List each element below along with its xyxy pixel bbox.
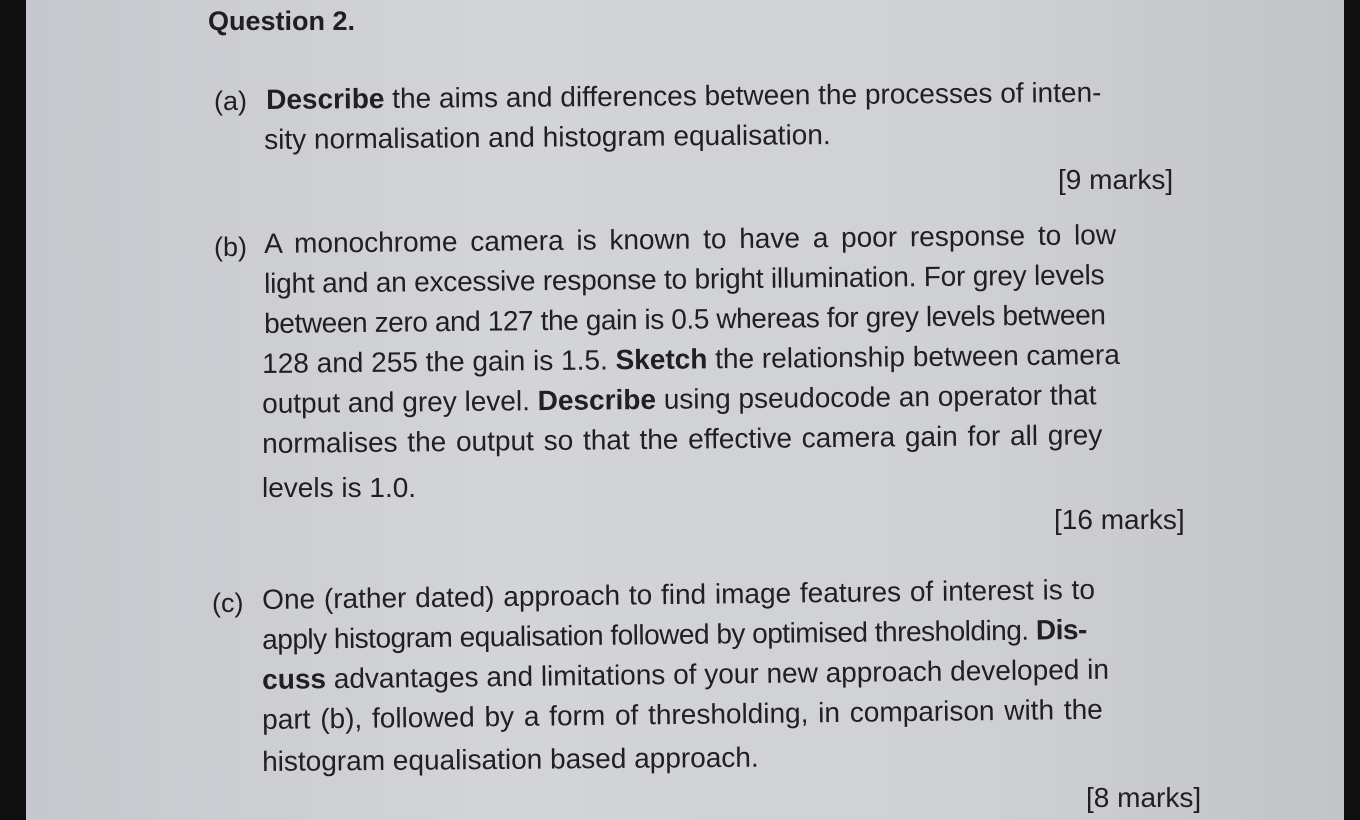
part-c-keyword-dis: Dis-: [1035, 613, 1087, 646]
part-a-keyword: Describe: [266, 82, 385, 115]
part-b-label: (b): [214, 232, 247, 262]
part-b-line-4b: the relationship between camera: [707, 339, 1120, 375]
part-c-line-3b: advantages and limitations of your new approach developed in: [325, 653, 1110, 695]
part-c-marks: [8 marks]: [1086, 782, 1202, 813]
part-b-line-5a: output and grey level.: [262, 385, 538, 419]
question-title: Question 2.: [208, 6, 356, 36]
part-b-line-5b: using pseudocode an operator that: [655, 379, 1097, 415]
part-a-label: (a): [214, 86, 247, 116]
part-c-line-4: part (b), followed by a form of thresholding, in comparison with the: [262, 693, 1103, 735]
part-b-line-4a: 128 and 255 the gain is 1.5.: [262, 344, 616, 379]
part-b-line-1: A monochrome camera is known to have a poor response to low: [264, 219, 1117, 259]
part-b-line-7: levels is 1.0.: [262, 472, 417, 503]
part-c-line-2a: apply histogram equalisation followed by optimised thresholding.: [262, 614, 1037, 655]
part-b-line-3: between zero and 127 the gain is 0.5 whereas for grey levels between: [264, 299, 1106, 339]
part-c-line-5: histogram equalisation based approach.: [262, 741, 759, 777]
part-a-line-1: the aims and differences between the processes of inten-: [384, 76, 1102, 114]
part-b-line-6: normalises the output so that the effective camera gain for all grey: [262, 419, 1103, 459]
part-b-marks: [16 marks]: [1054, 504, 1185, 535]
part-c-label: (c): [212, 588, 244, 618]
part-b-keyword-sketch: Sketch: [615, 343, 708, 376]
part-c-line-1: One (rather dated) approach to find image features of interest is to: [262, 573, 1096, 615]
part-c-keyword-cuss: cuss: [262, 663, 327, 695]
part-b-keyword-describe: Describe: [537, 383, 657, 417]
part-b-line-2: light and an excessive response to bright illumination. For grey levels: [264, 259, 1105, 299]
part-a-line-2: sity normalisation and histogram equalisation.: [264, 119, 831, 155]
part-a-marks: [9 marks]: [1058, 164, 1174, 195]
